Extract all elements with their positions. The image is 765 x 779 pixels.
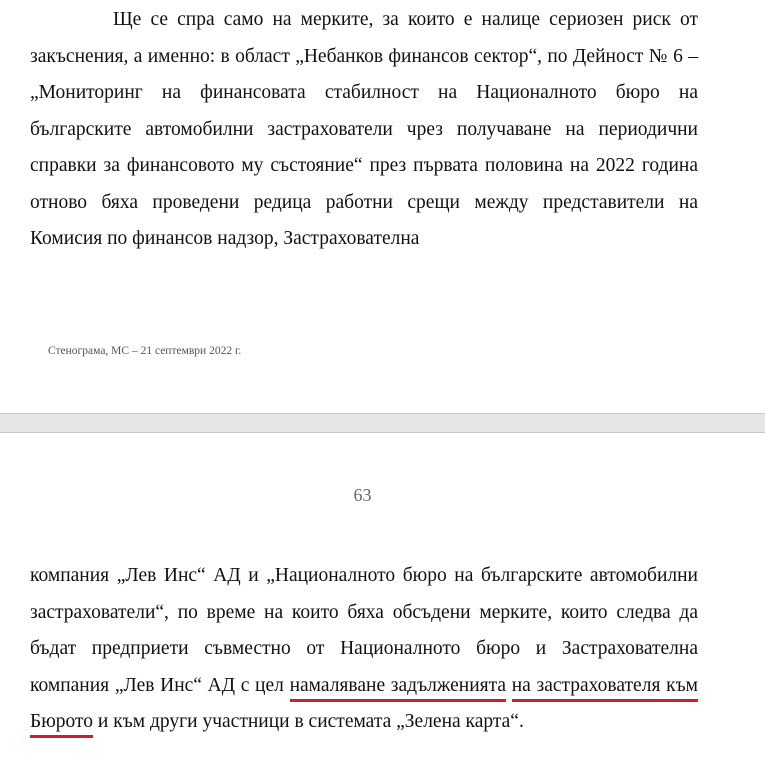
page-break bbox=[0, 413, 765, 433]
red-underlined-phrase-2: на застрахователя към Бюрото bbox=[30, 675, 698, 739]
paragraph-text-end: и към други участници в системата „Зелена карта“. bbox=[93, 711, 524, 732]
body-paragraph-continued bbox=[30, 558, 698, 741]
paragraph-text-start: компания „Лев Инс“ АД и „Националното бюро на българските автомобилни застрахователи“, по време на които бяха обсъдени мерките, които следва да бъдат предприети съвместно от Националното бюро и Застрахователна компания „Лев Инс“ АД с цел bbox=[30, 565, 698, 696]
page-footer: Стенограма, МС – 21 септември 2022 г. bbox=[48, 345, 242, 357]
red-underlined-phrase-1: намаляване задълженията bbox=[290, 675, 506, 702]
page-number: 63 bbox=[353, 485, 372, 505]
page-bottom bbox=[0, 433, 765, 779]
body-paragraph: Ще се спра само на мерките, за които е налице сериозен риск от закъснения, а именно: в област „Небанков финансов сектор“, по Дейност № 6 – „Мониторинг на финансовата стабилност на Националното бюро на българските автомобилни застрахователи чрез получаване на периодични справки за финансовото му състояние“ през първата половина на 2022 година отново бяха проведени редица работни срещи между представители на Комисия по финансов надзор, Застрахователна bbox=[30, 9, 698, 249]
